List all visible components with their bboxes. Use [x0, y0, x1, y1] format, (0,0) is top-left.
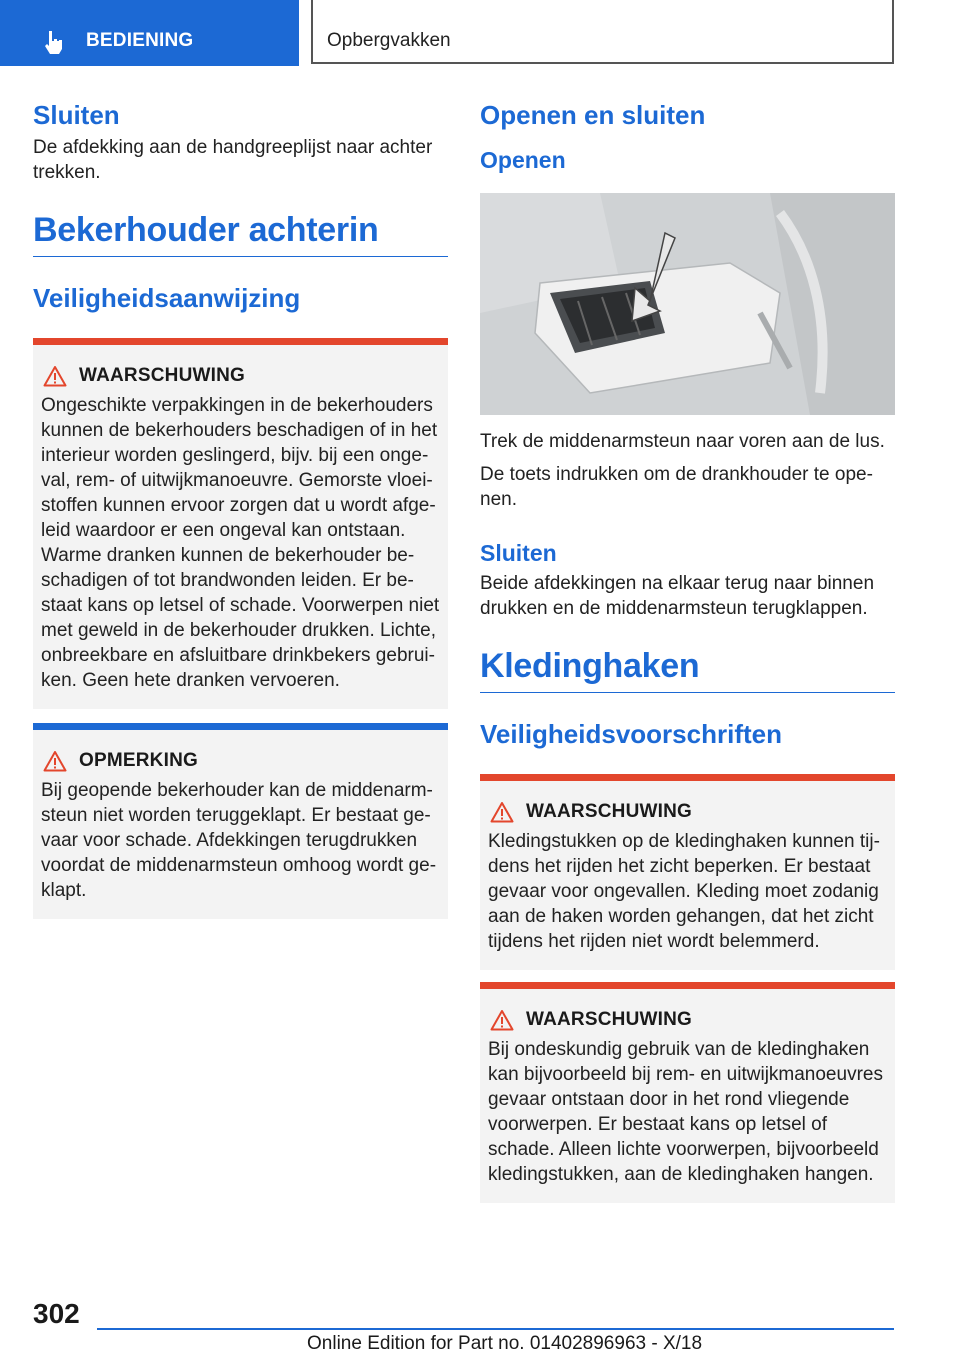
warning-text-2: Bij ondeskundig gebruik van de kledinghaken kan bijvoorbeeld bij rem- en uitwijkmanoeuvres gevaar ontstaan door in het rond vliegende voorwerpen. Er bestaat kans op letsel of schade. Alleen lichte voorwerpen, bijvoorbeeld kledingstukken, aan de kledinghaken hangen. — [488, 1039, 883, 1186]
heading-openen-en-sluiten: Openen en sluiten — [480, 100, 706, 130]
notice-box — [33, 723, 448, 919]
openen-step-2: De toets indrukken om de drankhouder te openen. — [480, 463, 873, 510]
armrest-illustration — [480, 193, 895, 415]
page-number: 302 — [33, 1298, 80, 1329]
warning-label-2: WAARSCHUWING — [526, 1009, 692, 1031]
warning-box-1 — [480, 774, 895, 970]
right-column — [480, 100, 895, 1203]
chapter-tab — [0, 0, 299, 66]
warning-triangle-icon — [490, 801, 514, 823]
heading-sluiten: Sluiten — [33, 100, 120, 130]
breadcrumb-label: Opbergvakken — [327, 30, 451, 51]
warning-box-2 — [480, 982, 895, 1203]
chapter-label: BEDIENING — [86, 30, 194, 51]
sluiten-text-right: Beide afdekkingen na elkaar terug naar binnen drukken en de middenarmsteun terugklappen. — [480, 573, 875, 620]
warning-triangle-icon — [43, 365, 67, 387]
heading-veiligheidsaanwijzing: Veiligheidsaanwijzing — [33, 283, 301, 314]
section-title-kledinghaken: Kledinghaken — [480, 647, 895, 693]
warning-label-1: WAARSCHUWING — [526, 801, 692, 823]
warning-text-1: Kledingstukken op de kledinghaken kunnen tijdens het rijden het zicht beperken. Er bestaat gevaar voor ongevallen. Kleding moet zodanig aan de haken worden gehangen, dat het zicht tijdens het rijden niet wordt belemmerd. — [488, 831, 880, 953]
section-title-bekerhouder: Bekerhouder achterin — [33, 211, 448, 257]
footer-divider — [97, 1328, 894, 1330]
openen-step-1: Trek de middenarmsteun naar voren aan de lus. — [480, 430, 885, 452]
heading-sluiten-right: Sluiten — [480, 539, 557, 566]
warning-triangle-icon — [43, 750, 67, 772]
heading-openen: Openen — [480, 147, 566, 173]
breadcrumb — [311, 0, 894, 64]
hand-pointer-icon — [40, 28, 68, 56]
warning-text: Ongeschikte verpakkingen in de bekerhouders kunnen de bekerhouders beschadigen of in het interieur worden geslingerd, bijv. bij een ongeval, rem- of uitwijkmanoeuvre. Gemorste vloeistoffen kunnen ervoor zorgen dat u wordt afgeleid waardoor er een ongeval kan ontstaan. Warme dranken kunnen de bekerhouder beschadigen of tot brandwonden leiden. Er bestaat kans op letsel of schade. Voorwerpen niet met geweld in de bekerhouder drukken. Lichte, onbreekbare en afsluitbare drinkbekers gebruiken. Geen hete dranken vervoeren. — [41, 395, 440, 692]
warning-box — [33, 338, 448, 709]
armrest-photo — [480, 193, 895, 415]
left-column — [33, 100, 448, 919]
heading-veiligheidsvoorschriften: Veiligheidsvoorschriften — [480, 719, 782, 750]
footer-edition: Online Edition for Part no. 01402896963 - X/18 — [307, 1333, 703, 1354]
warning-label: WAARSCHUWING — [79, 365, 245, 387]
warning-triangle-icon — [490, 1009, 514, 1031]
notice-label: OPMERKING — [79, 750, 198, 772]
notice-text: Bij geopende bekerhouder kan de middenarmsteun niet worden teruggeklapt. Er bestaat gevaar voor schade. Afdekkingen terugdrukken voordat de middenarmsteun omhoog wordt geklapt. — [41, 780, 437, 902]
sluiten-text: De afdekking aan de handgreeplijst naar achter trekken. — [33, 137, 433, 184]
